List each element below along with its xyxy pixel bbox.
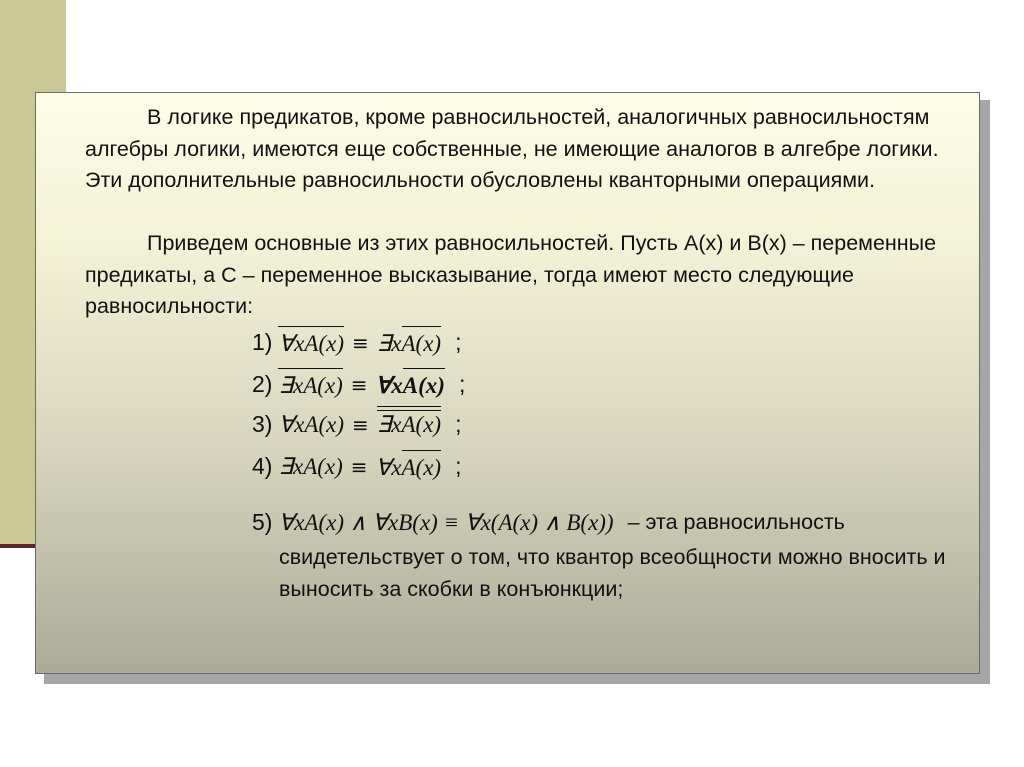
formula-2-left: ∃xA(x) — [278, 370, 342, 399]
formula-4: 4) ∃xA(x) ≡ ∀xA(x) ; — [252, 453, 462, 480]
formula-5-text: – эта равносильность — [627, 510, 845, 534]
formula-1: 1) ∀xA(x) ≡ ∃xA(x) ; — [252, 329, 462, 356]
formula-3-right: ∃xA(x) — [376, 411, 442, 437]
formula-2-right: ∀xA(x) — [376, 370, 445, 399]
formula-5-continuation: свидетельствует о том, что квантор всеобщности можно вносить и выносить за скобки в конъюнкции; — [279, 545, 946, 601]
formula-4-right: ∀xA(x) — [376, 452, 442, 481]
formula-4-left: ∃xA(x) — [278, 453, 343, 479]
side-accent-line — [0, 544, 36, 548]
formula-5: 5) ∀xA(x) ∧ ∀xB(x) ≡ ∀x(A(x) ∧ B(x)) – эта равносильность — [252, 509, 845, 535]
equiv-symbol: ≡ — [350, 372, 368, 397]
equiv-symbol: ≡ — [351, 412, 369, 437]
paragraph-equivalences: Приведем основные из этих равносильностей. Пусть A(x) и B(x) – переменные предикаты, а C – переменное высказывание, тогда имеют место следующие равносильности: — [85, 231, 937, 318]
formula-1-right: ∃xA(x) — [377, 328, 441, 357]
paragraph-intro: В логике предикатов, кроме равносильностей, аналогичных равносильностям алгебры логики, имеются еще собственные, не имеющие аналогов в алгебре логики. Эти дополнительные равносильности обусловлены кванторными операциями. — [85, 105, 939, 192]
equiv-symbol: ≡ — [350, 454, 368, 479]
formula-5-expr: ∀xA(x) ∧ ∀xB(x) ≡ ∀x(A(x) ∧ B(x)) — [278, 509, 614, 535]
formula-3-left: ∀xA(x) — [278, 411, 344, 437]
formula-1-left: ∀xA(x) — [278, 328, 344, 357]
equiv-symbol: ≡ — [351, 330, 369, 355]
formula-3: 3) ∀xA(x) ≡ ∃xA(x) ; — [252, 411, 462, 437]
formula-2: 2) ∃xA(x) ≡ ∀xA(x) ; — [252, 371, 466, 398]
